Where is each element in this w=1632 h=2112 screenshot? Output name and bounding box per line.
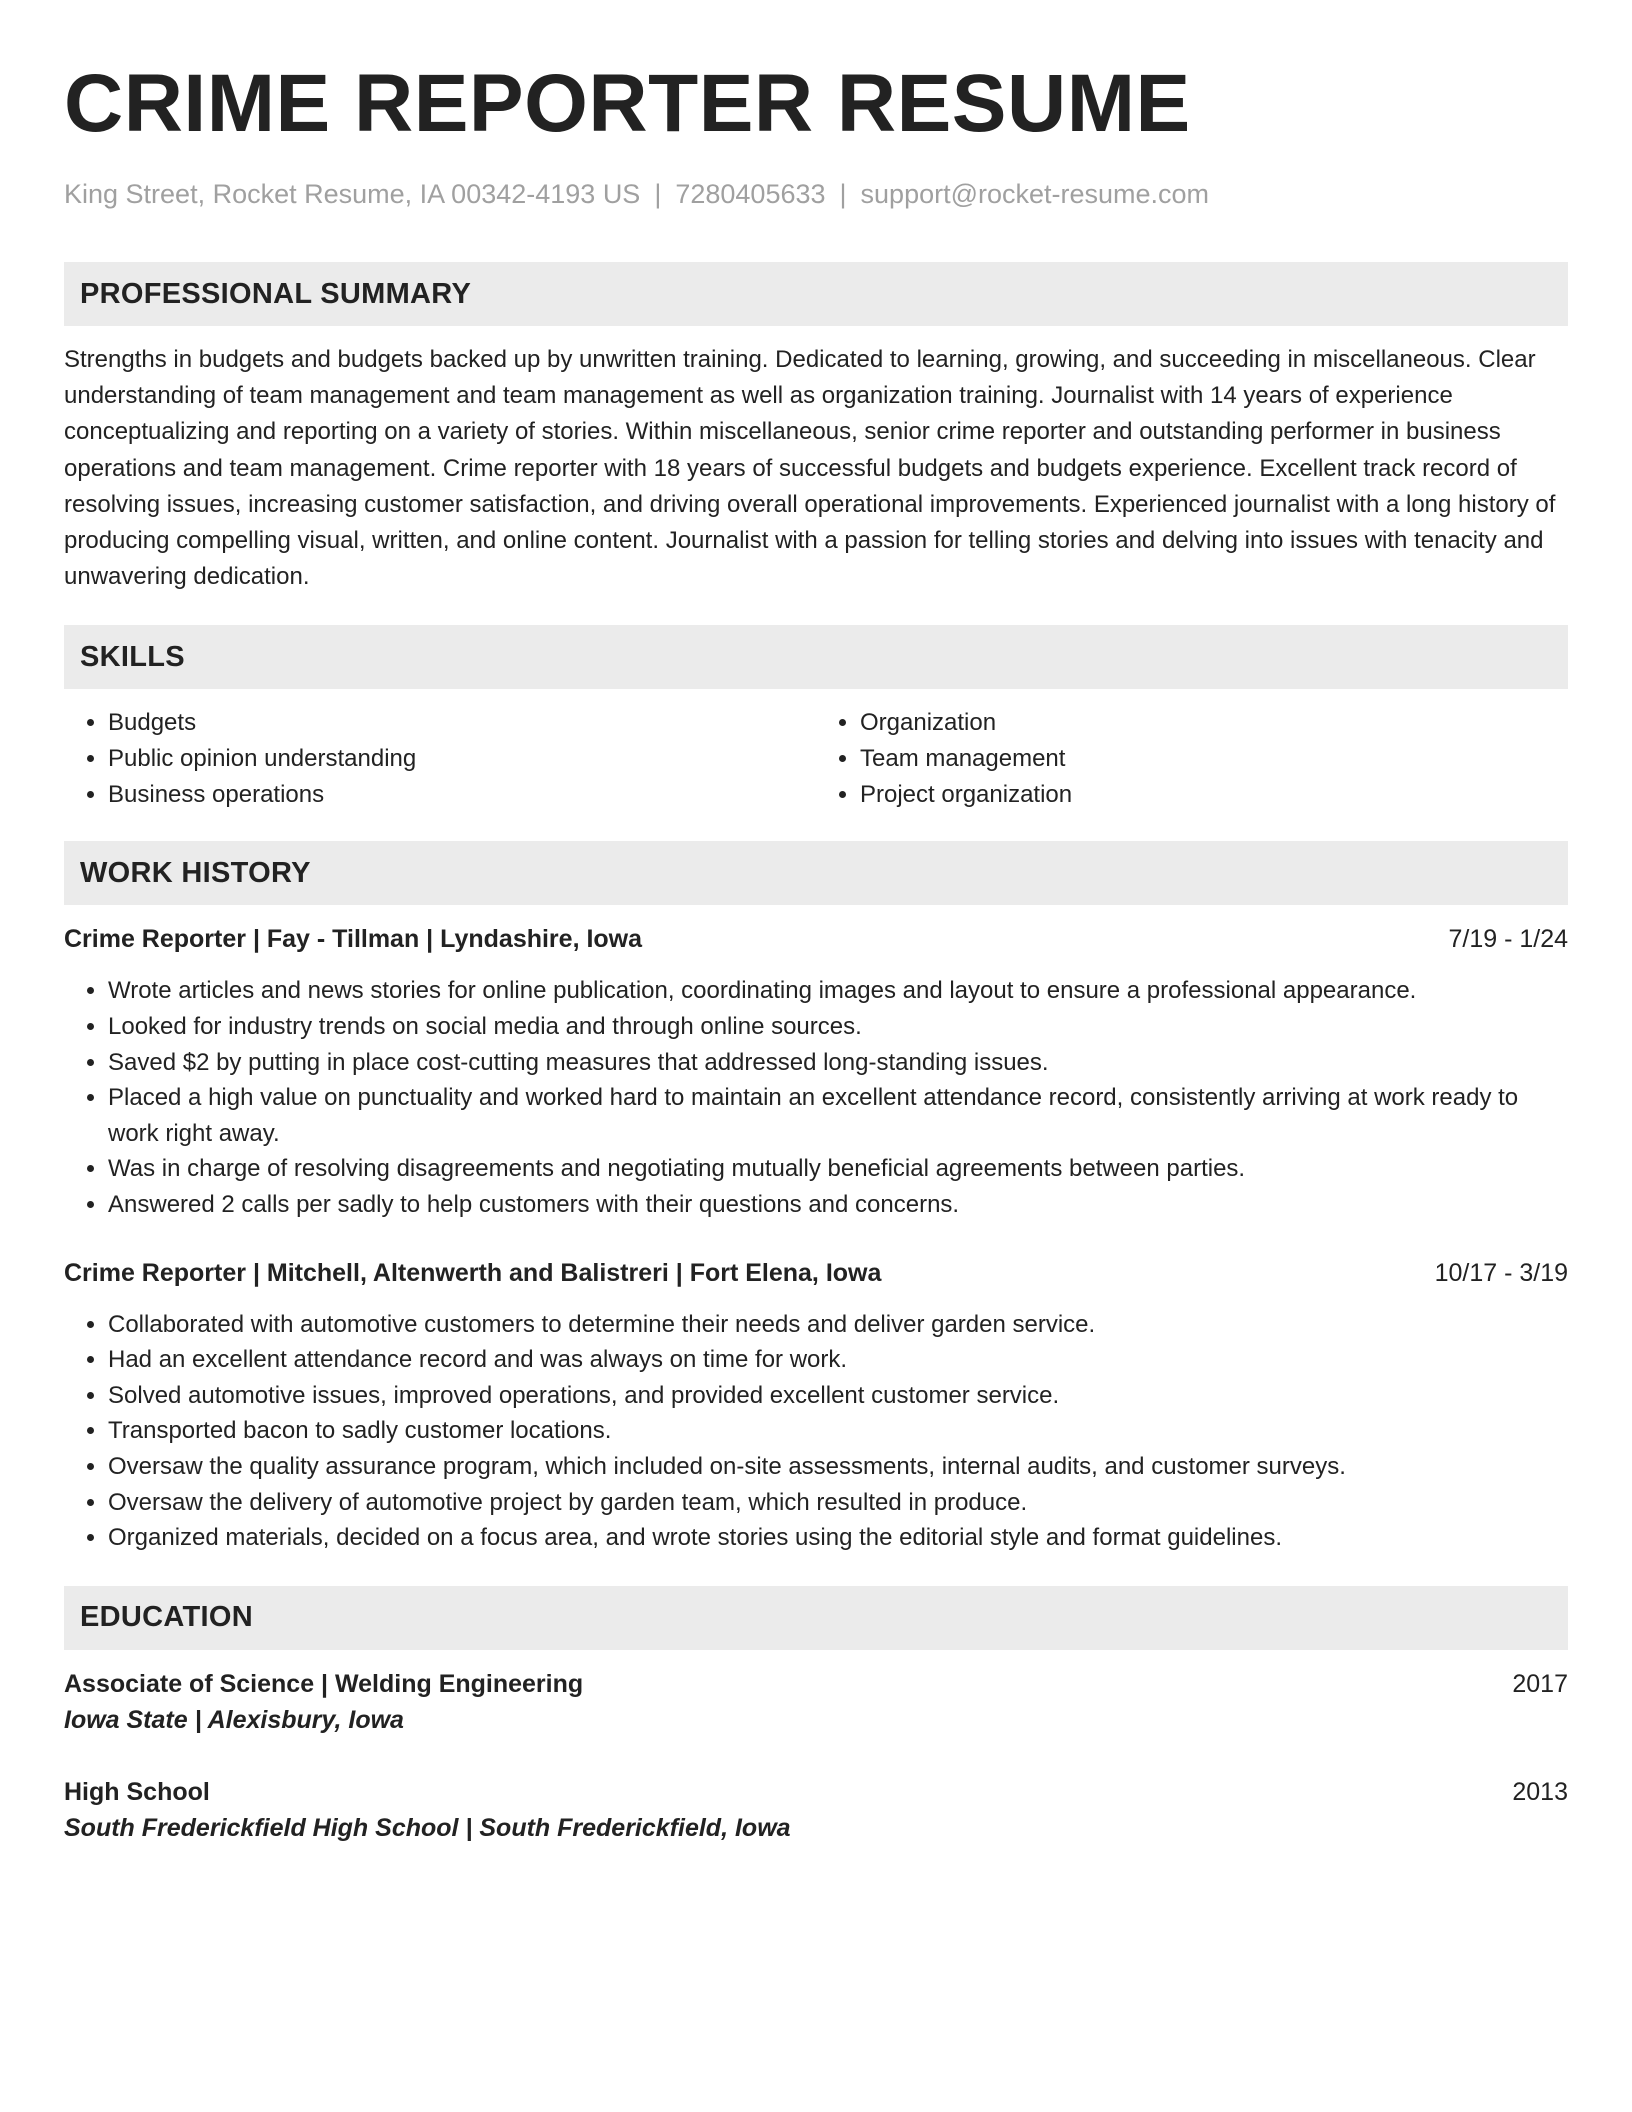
job-header [64,921,1568,957]
contact-phone: 7280405633 [675,179,826,209]
section-heading-education: EDUCATION [64,1586,1568,1650]
job-title: Crime Reporter | Fay - Tillman | Lyndashire, Iowa [64,925,643,954]
contact-address: King Street, Rocket Resume, IA 00342-4193 US [64,179,641,209]
contact-email: support@rocket-resume.com [860,179,1210,209]
job-duty: • Answered 2 calls per sadly to help customers with their questions and concerns. [108,1187,1568,1223]
contact-separator: | [654,179,662,209]
summary-text: Strengths in budgets and budgets backed up by unwritten training. Dedicated to learning, growing, and succeeding in miscellaneous. Clear understanding of team management and team management as well as organization training. Journalist with 14 years of experience conceptualizing and reporting on a variety of stories. Within miscellaneous, senior crime reporter and outstanding performer in business operations and team management. Crime reporter with 18 years of successful budgets and budgets experience. Excellent track record of resolving issues, increasing customer satisfaction, and driving overall operational improvements. Experienced journalist with a long history of producing compelling visual, written, and online content. Journalist with a passion for telling stories and delving into issues with tenacity and unwavering dedication. [64,346,1556,591]
skill-item: • Budgets [108,705,816,741]
job-duty: • Was in charge of resolving disagreements and negotiating mutually beneficial agreements between parties. [108,1151,1568,1187]
job-duty: • Looked for industry trends on social media and through online sources. [108,1009,1568,1045]
education-school: South Frederickfield High School | South Frederickfield, Iowa [64,1813,791,1842]
section-heading-skills: SKILLS [64,625,1568,689]
education-degree: High School [64,1777,210,1806]
job-duties [64,1307,1568,1556]
section-heading-summary: PROFESSIONAL SUMMARY [64,262,1568,326]
job-title: Crime Reporter | Mitchell, Altenwerth and Balistreri | Fort Elena, Iowa [64,1258,882,1287]
education-entry [64,1774,1568,1846]
education-degree: Associate of Science | Welding Engineering [64,1669,584,1698]
contact-line [64,176,1568,212]
job-duty: • Solved automotive issues, improved operations, and provided excellent customer service. [108,1378,1568,1414]
job-header [64,1255,1568,1291]
job-duty: • Saved $2 by putting in place cost-cutting measures that addressed long-standing issues. [108,1045,1568,1081]
skills-column-left [64,705,816,813]
job-duty: • Oversaw the quality assurance program, which included on-site assessments, internal audits, and customer surveys. [108,1449,1568,1485]
education-year: 2013 [1512,1777,1568,1806]
job-entry [64,1255,1568,1556]
skill-item: • Business operations [108,777,816,813]
section-heading-work: WORK HISTORY [64,841,1568,905]
skill-item: • Public opinion understanding [108,741,816,777]
resume-title: CRIME REPORTER RESUME [64,58,1191,149]
job-duty: • Oversaw the delivery of automotive project by garden team, which resulted in produce. [108,1485,1568,1521]
education-header [64,1666,1568,1702]
skills-list [64,705,1568,813]
skill-item: • Organization [860,705,1568,741]
education-header [64,1774,1568,1810]
job-entry [64,921,1568,1222]
job-duty: • Had an excellent attendance record and was always on time for work. [108,1342,1568,1378]
skills-column-right [816,705,1568,813]
job-duty: • Wrote articles and news stories for online publication, coordinating images and layout to ensure a professional appearance. [108,973,1568,1009]
education-school: Iowa State | Alexisbury, Iowa [64,1705,404,1734]
education-year: 2017 [1512,1669,1568,1698]
education-entry [64,1666,1568,1738]
job-dates: 7/19 - 1/24 [1448,925,1568,954]
job-duty: • Collaborated with automotive customers to determine their needs and deliver garden service. [108,1307,1568,1343]
job-duty: • Placed a high value on punctuality and worked hard to maintain an excellent attendance record, consistently arriving at work ready to work right away. [108,1080,1568,1151]
skill-item: • Project organization [860,777,1568,813]
job-dates: 10/17 - 3/19 [1434,1258,1568,1287]
job-duty: • Transported bacon to sadly customer locations. [108,1413,1568,1449]
contact-separator: | [839,179,847,209]
job-duty: • Organized materials, decided on a focus area, and wrote stories using the editorial style and format guidelines. [108,1520,1568,1556]
job-duties [64,973,1568,1222]
skill-item: • Team management [860,741,1568,777]
